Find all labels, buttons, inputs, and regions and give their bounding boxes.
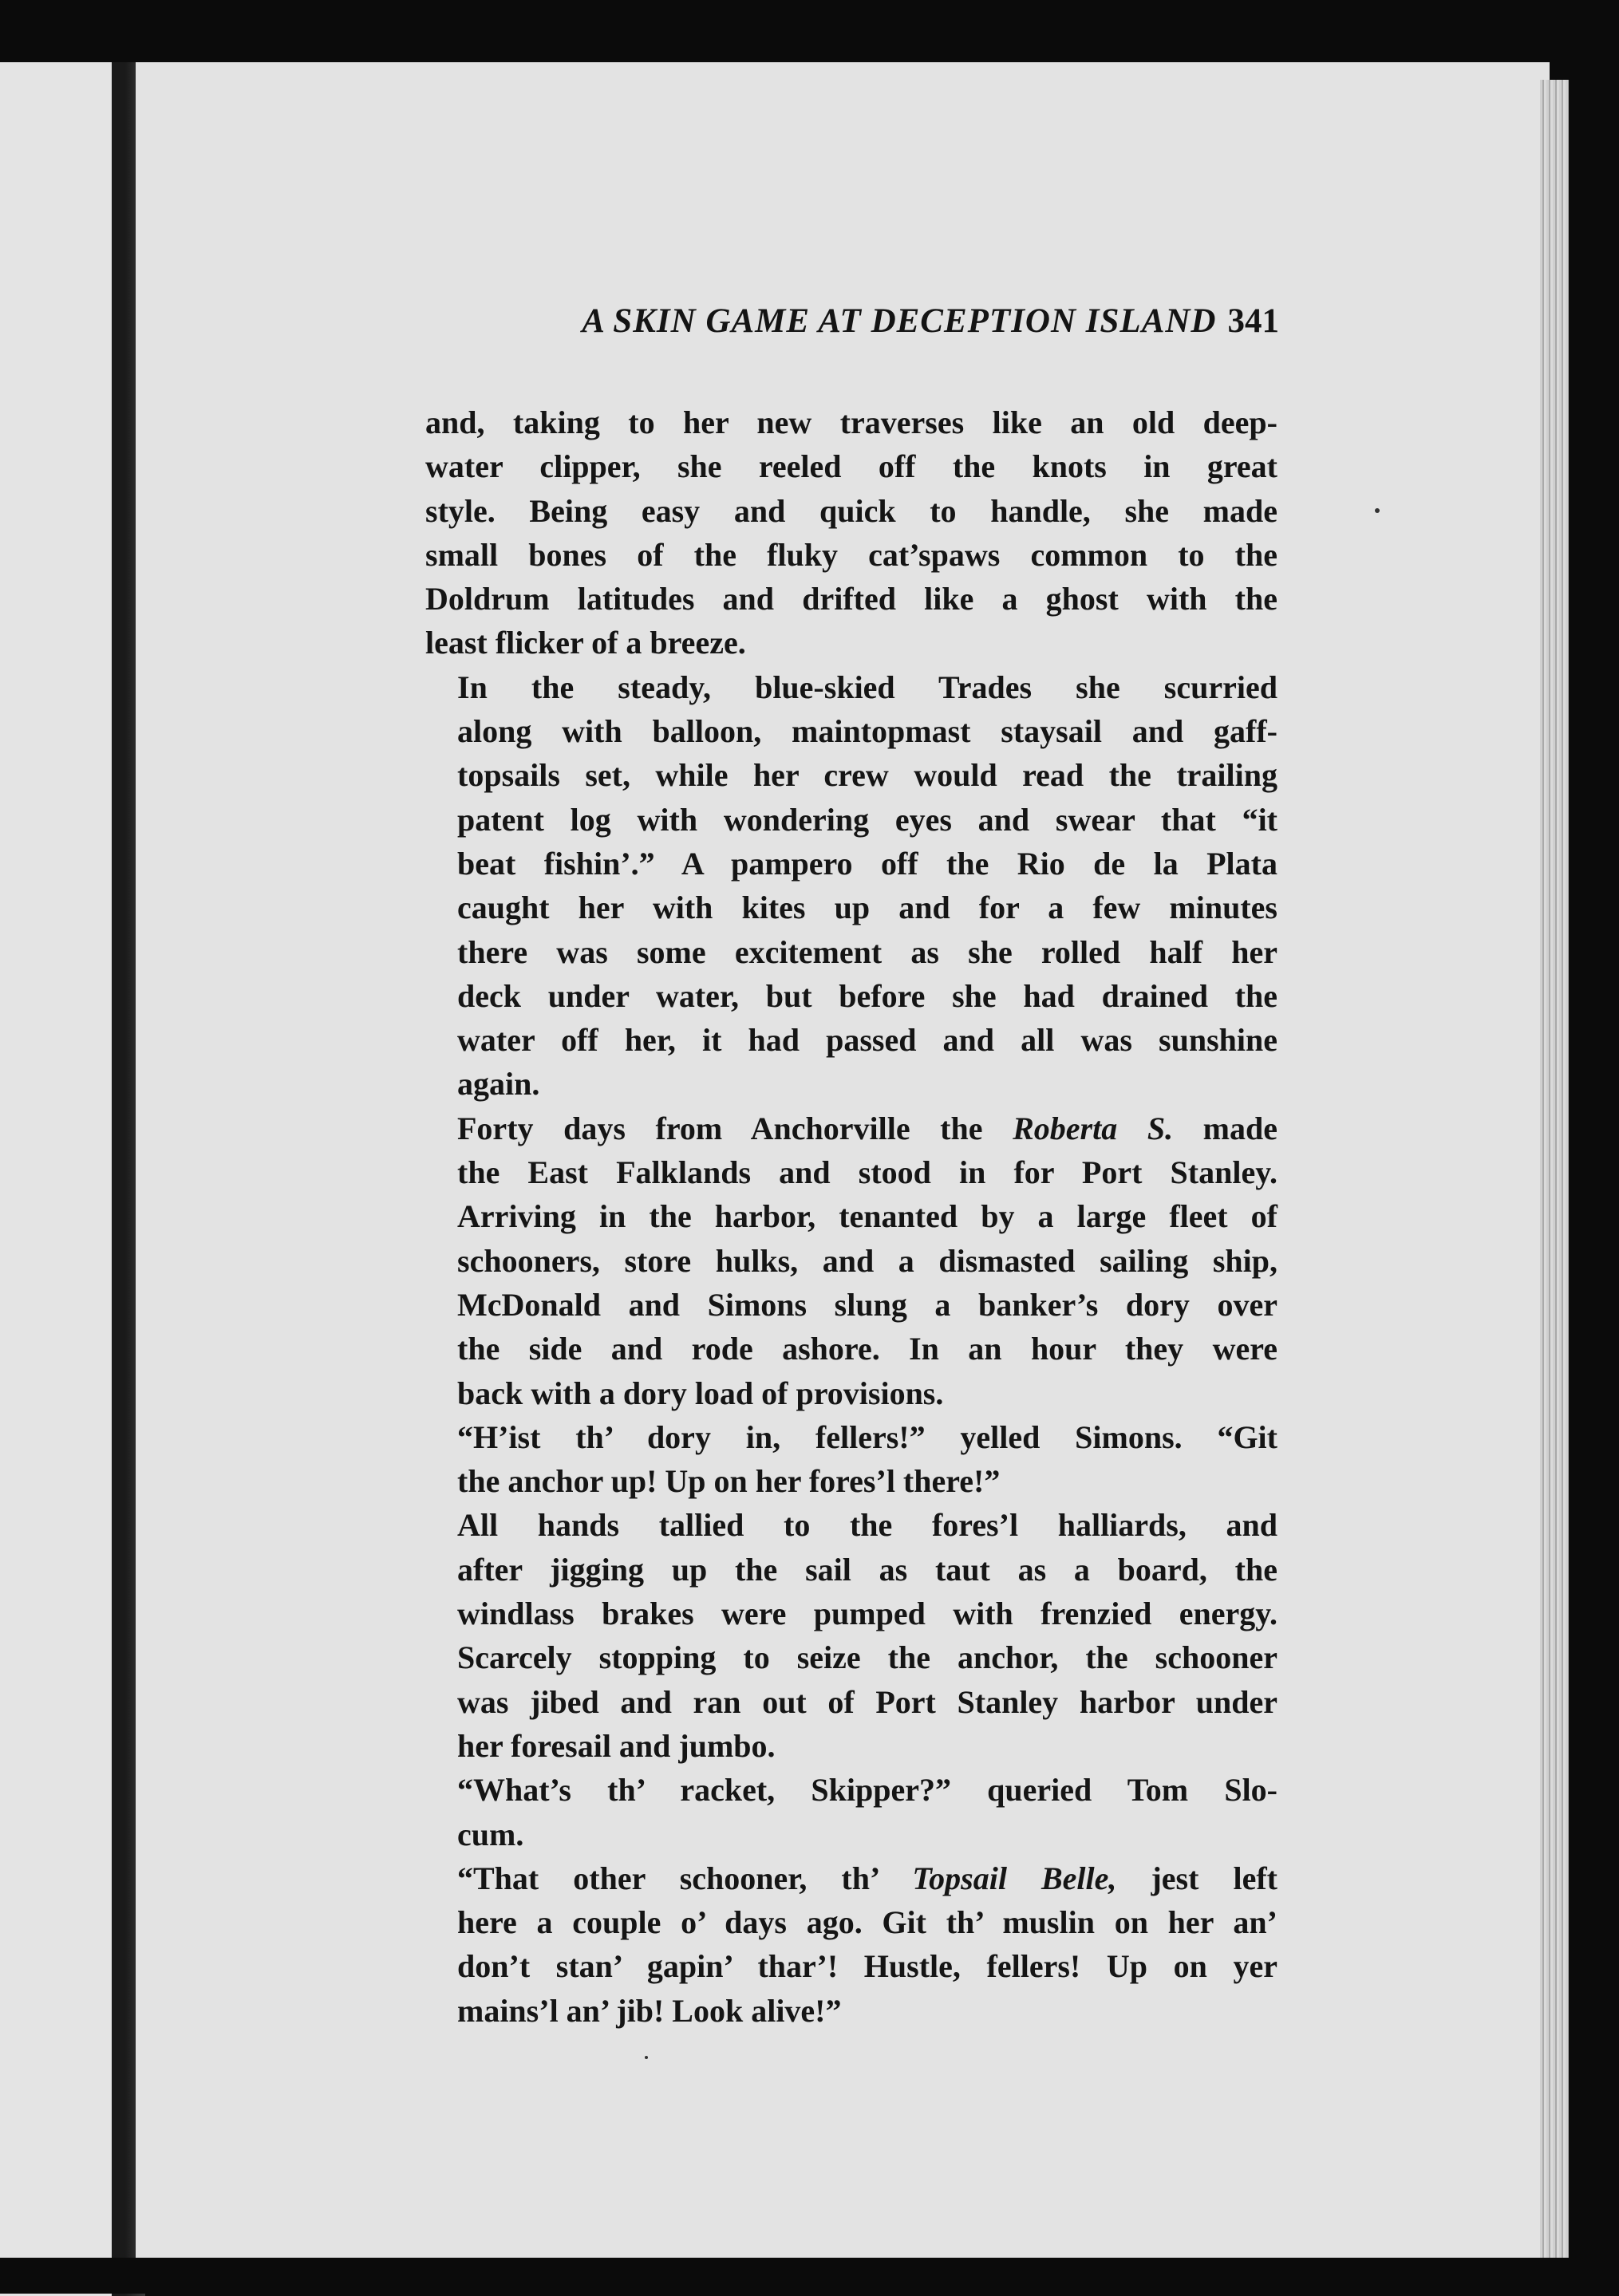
text-line: the anchor up! Up on her fores’l there!” <box>457 1463 1001 1500</box>
text-line: cum. <box>457 1816 524 1852</box>
text-line: Doldrum latitudes and drifted like a ghost with the <box>425 581 1277 617</box>
text-line: least flicker of a breeze. <box>425 625 746 661</box>
text-line: “What’s th’ racket, Skipper?” queried Tom Slo- <box>457 1772 1277 1809</box>
facing-page <box>0 62 118 2296</box>
text-line: don’t stan’ gapin’ thar’! Hustle, fellers! Up on yer <box>457 1948 1277 1985</box>
text-line: Scarcely stopping to seize the anchor, the schooner <box>457 1639 1277 1676</box>
text-line: again. <box>457 1066 540 1103</box>
body-text <box>425 400 1277 2033</box>
scan-speck <box>645 2056 648 2059</box>
paragraph <box>425 1768 1277 1856</box>
text-line: caught her with kites up and for a few minutes <box>457 890 1277 926</box>
text-line: Arriving in the harbor, tenanted by a large fleet of <box>457 1198 1277 1235</box>
text-line: In the steady, blue-skied Trades she scurried <box>457 669 1277 705</box>
text-line: after jigging up the sail as taut as a board, the <box>457 1551 1277 1588</box>
text-line: mains’l an’ jib! Look alive!” <box>457 1992 842 2029</box>
page-number: 341 <box>1227 302 1279 340</box>
text-line: windlass brakes were pumped with frenzied energy. <box>457 1596 1277 1632</box>
scan-background <box>0 2258 1619 2294</box>
text-line: and, taking to her new traverses like an old deep- <box>425 404 1277 440</box>
text-line: patent log with wondering eyes and swear that “it <box>457 801 1277 838</box>
text-line: the East Falklands and stood in for Port Stanley. <box>457 1154 1277 1191</box>
text-line: back with a dory load of provisions. <box>457 1375 944 1411</box>
running-title: A SKIN GAME AT DECEPTION ISLAND <box>582 302 1217 340</box>
text-line: the side and rode ashore. In an hour they were <box>457 1331 1277 1367</box>
text-line: schooners, store hulks, and a dismasted sailing ship, <box>457 1242 1277 1279</box>
text-line: was jibed and ran out of Port Stanley harbor under <box>457 1683 1277 1720</box>
text-line: McDonald and Simons slung a banker’s dory over <box>457 1286 1277 1323</box>
paragraph <box>425 1107 1277 1415</box>
text-line: water clipper, she reeled off the knots in great <box>425 448 1277 485</box>
scan-speck <box>1375 508 1380 513</box>
text-line: there was some excitement as she rolled half her <box>457 933 1277 970</box>
paragraph <box>425 1856 1277 2033</box>
paragraph <box>425 665 1277 1107</box>
text-line: “That other schooner, th’ Topsail Belle, jest left <box>457 1860 1278 1896</box>
paragraph <box>425 1503 1277 1768</box>
text-line: here a couple o’ days ago. Git th’ muslin on her an’ <box>457 1904 1277 1941</box>
text-line: style. Being easy and quick to handle, she made <box>425 492 1277 529</box>
text-line: small bones of the fluky cat’spaws common to the <box>425 536 1277 573</box>
text-line: All hands tallied to the fores’l halliards, and <box>457 1507 1277 1544</box>
text-line: Forty days from Anchorville the Roberta S. made <box>457 1110 1278 1146</box>
page-stack-edge <box>1540 80 1569 2258</box>
text-line: water off her, it had passed and all was sunshine <box>457 1022 1277 1059</box>
paragraph <box>425 400 1277 665</box>
paragraph <box>425 1415 1277 1504</box>
text-line: along with balloon, maintopmast staysail and gaff- <box>457 713 1277 750</box>
text-line: deck under water, but before she had drained the <box>457 977 1277 1014</box>
text-line: beat fishin’.” A pampero off the Rio de la Plata <box>457 845 1277 882</box>
text-line: “H’ist th’ dory in, fellers!” yelled Simons. “Git <box>457 1418 1277 1455</box>
text-line: her foresail and jumbo. <box>457 1727 776 1764</box>
text-line: topsails set, while her crew would read the trailing <box>457 757 1277 794</box>
running-header <box>0 302 1279 341</box>
